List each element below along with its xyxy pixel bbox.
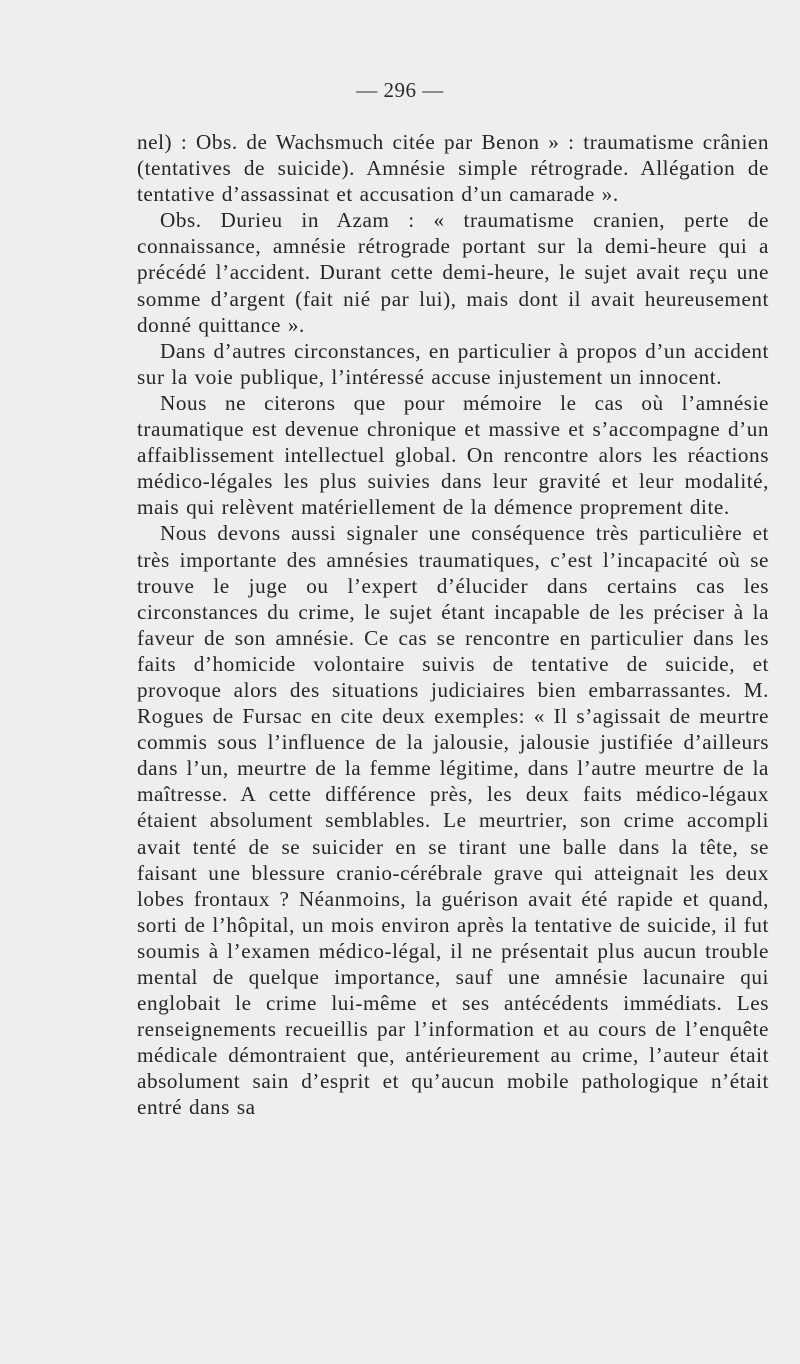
paragraph: Obs. Durieu in Azam : « traumatisme cranien, perte de connaissance, amnésie rétrograde portant sur la demi-heure qui a précédé l’accident. Durant cette demi-heure, le sujet avait reçu une somme d’argent (fait nié par lui), mais dont il avait heureusement donné quittance ». xyxy=(137,208,769,337)
paragraph: Nous ne citerons que pour mémoire le cas où l’amnésie traumatique est devenue chronique et massive et s’accompagne d’un affaiblissement intellectuel global. On rencontre alors les réactions médico-légales les plus suivies dans leur gravité et leur modalité, mais qui relèvent matériellement de la démence proprement dite. xyxy=(137,390,769,520)
paragraph: Dans d’autres circonstances, en particulier à propos d’un accident sur la voie publique, l’intéressé accuse injustement un innocent. xyxy=(137,338,769,389)
body-text xyxy=(137,129,769,1121)
paragraph: Nous devons aussi signaler une conséquence très particulière et très importante des amnésies traumatiques, c’est l’incapacité où se trouve le juge ou l’expert d’élucider dans certains cas les circonstances du crime, le sujet étant incapable de les préciser à la faveur de son amnésie. Ce cas se rencontre en particulier dans les faits d’homicide volontaire suivis de tentative de suicide, et provoque alors des situations judiciaires bien embarrassantes. M. Rogues de Fursac en cite deux exemples: « Il s’agissait de meurtre commis sous l’influence de la jalousie, jalousie justifiée d’ailleurs dans l’un, meurtre de la femme légitime, dans l’autre meurtre de la maîtresse. A cette différence près, les deux faits médico-légaux étaient absolument semblables. Le meurtrier, son crime accompli avait tenté de se suicider en se tirant une balle dans la tête, se faisant une blessure cranio-cérébrale grave qui atteignait les deux lobes frontaux ? Néanmoins, la guérison avait été rapide et quand, sorti de l’hôpital, un mois environ après la tentative de suicide, il fut soumis à l’examen médico-légal, il ne présentait plus aucun trouble mental de quelque importance, sauf une amnésie lacunaire qui englobait le crime lui-même et ses antécédents immédiats. Les renseignements recueillis par l’information et au cours de l’enquête médicale démontraient que, antérieurement au crime, l’auteur était absolument sain d’esprit et qu’aucun mobile pathologique n’était entré dans sa xyxy=(137,521,769,1120)
paragraph: nel) : Obs. de Wachsmuch citée par Benon » : traumatisme crânien (tentatives de suicide). Amnésie simple rétrograde. Allégation de tentative d’assassinat et accusation d’un camarade ». xyxy=(137,130,769,207)
page-number: — 296 — xyxy=(356,78,444,102)
